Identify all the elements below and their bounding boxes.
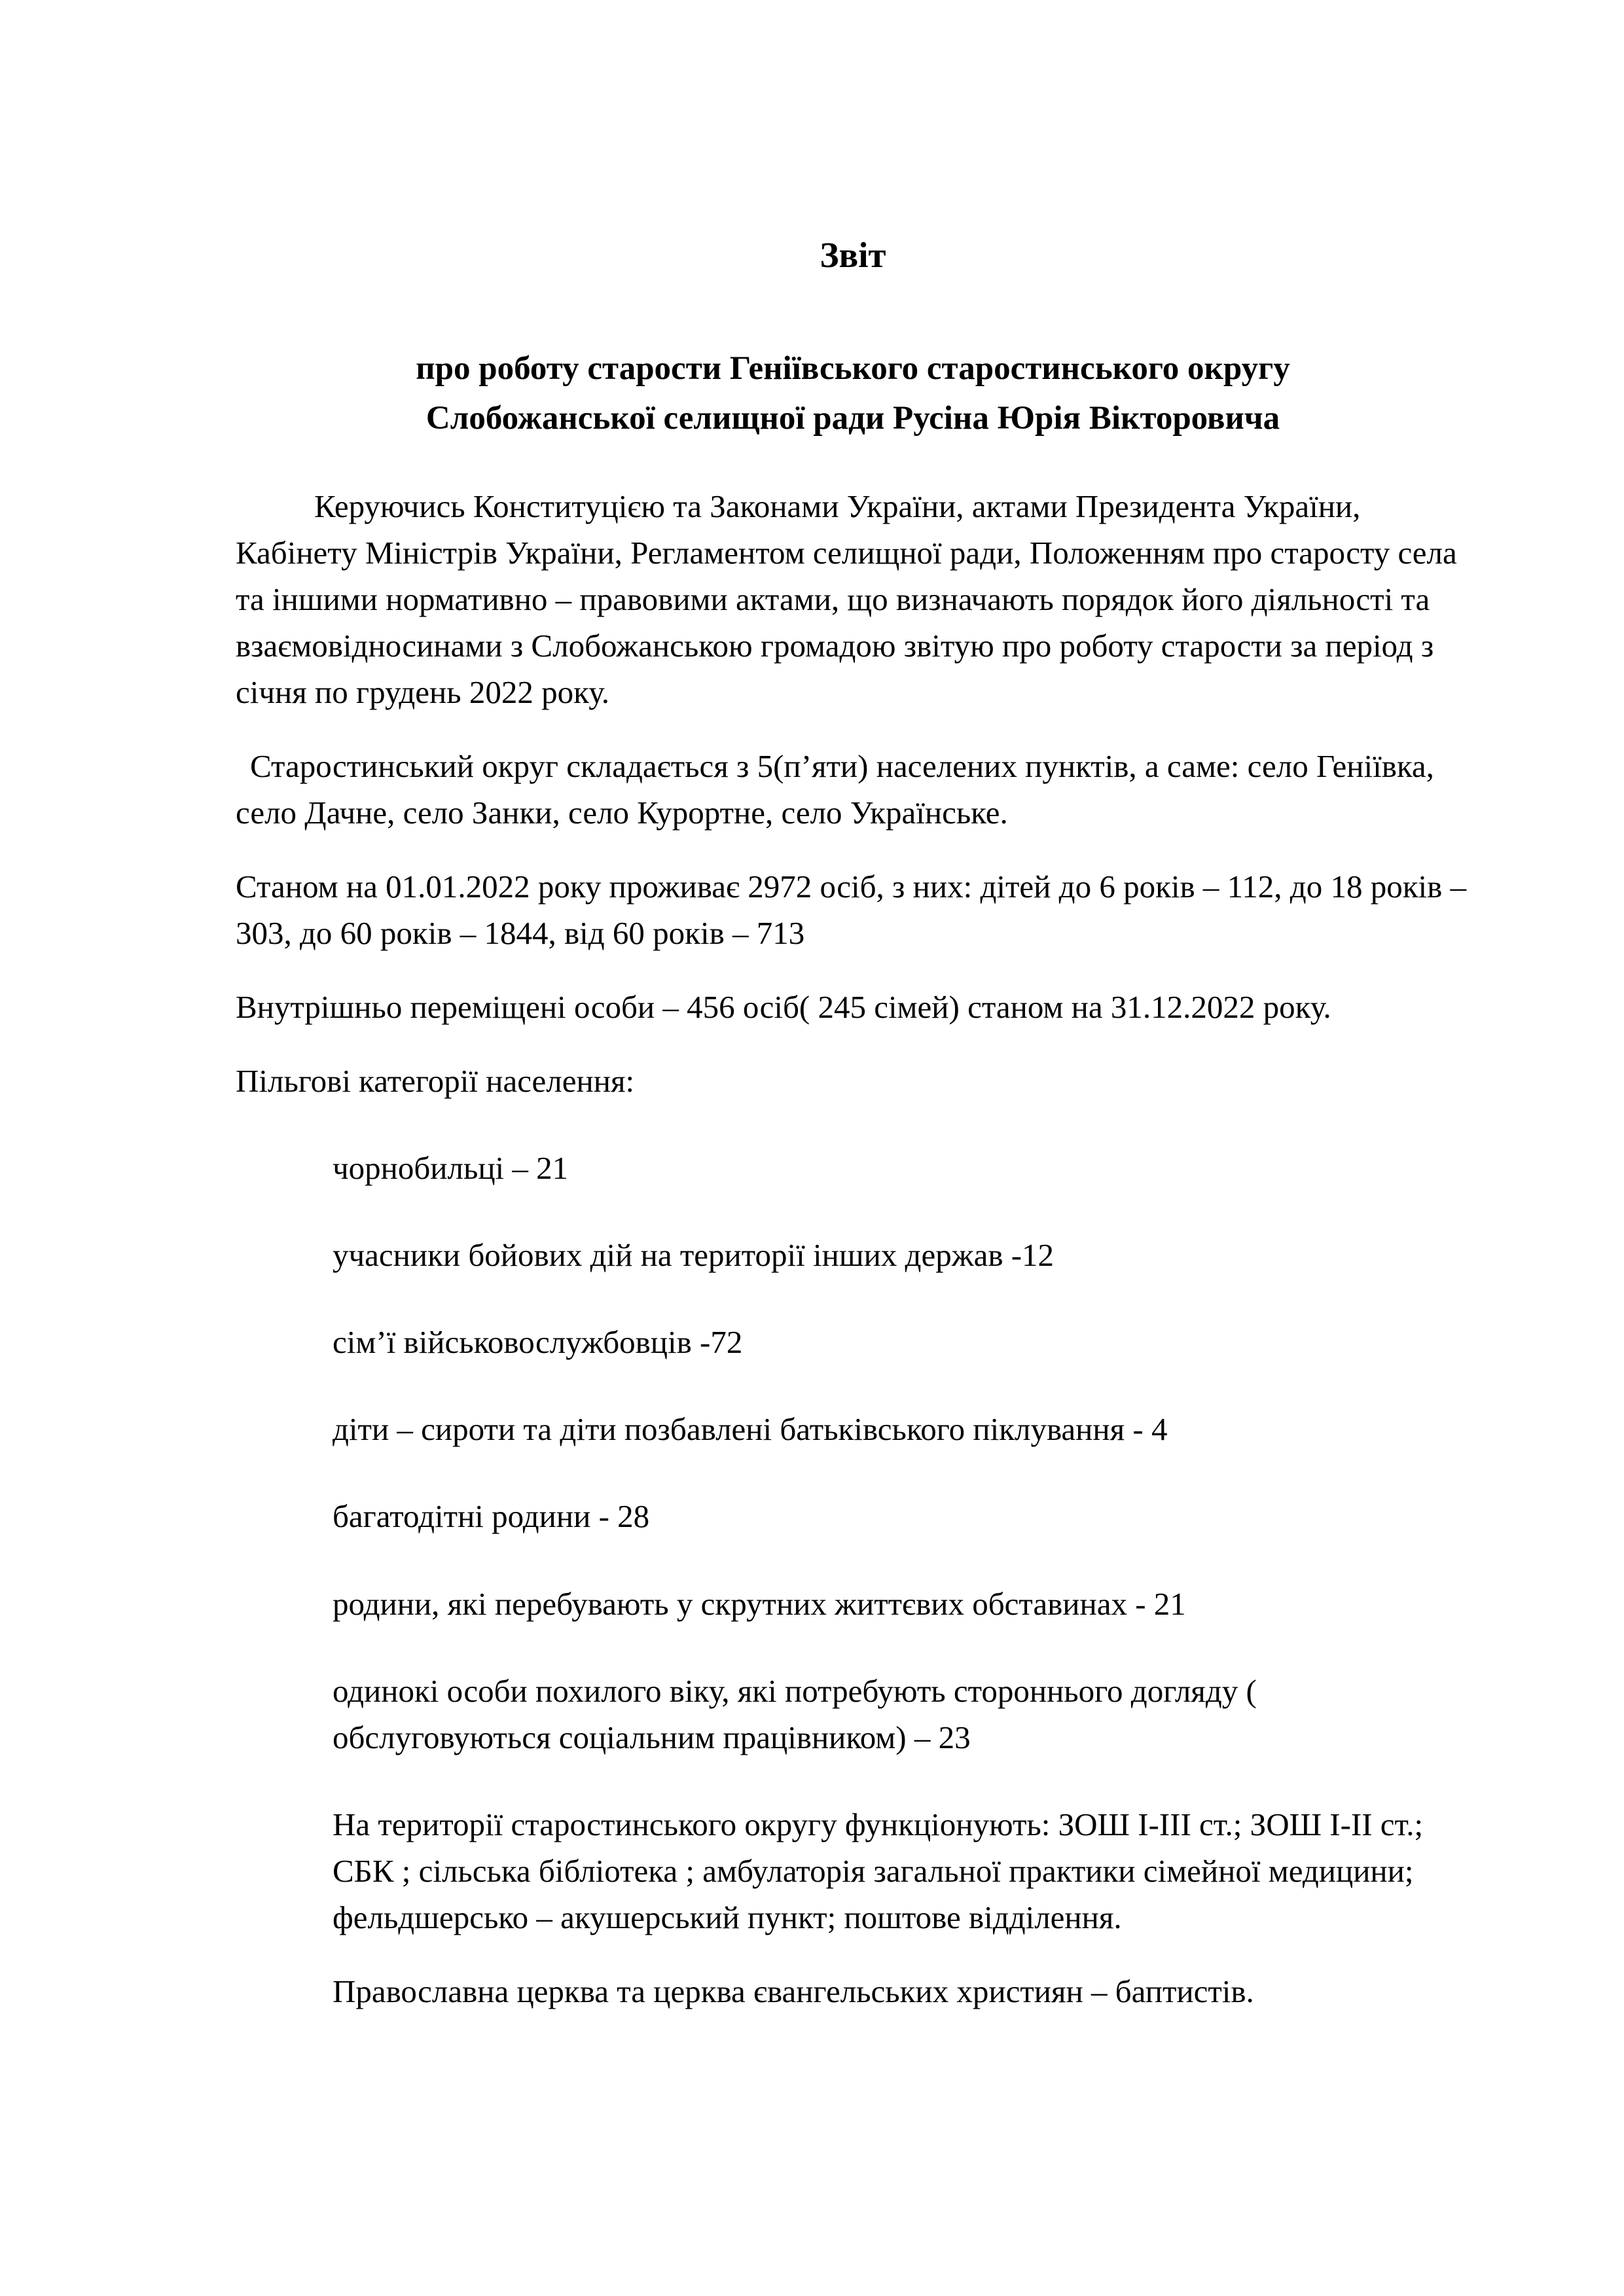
document-subtitle-line-2: Слобожанської селищної ради Русіна Юрія Вікторовича [425, 400, 1280, 437]
benefit-item-combatants: учасники бойових дій на території інших держав -12 [333, 1237, 1055, 1274]
benefit-item-military-families: сім’ї військовослужбовців -72 [333, 1324, 743, 1361]
paragraph-churches: Православна церква та церква євангельських християн – баптистів. [333, 1973, 1254, 2009]
paragraph-benefits-header: Пільгові категорії населення: [236, 1063, 635, 1100]
paragraph-intro: Керуючись Конституцією та Законами України, актами Президента України, Кабінету Міністрів України, Регламентом селищної ради, Положенням про старосту села та іншими нормативно – правовими актами, що визначають порядок його діяльності та взаємовідносинами з Слобожанською громадою звітую про роботу старости за період з січня по грудень 2022 року. [236, 488, 1457, 710]
paragraph-population: Станом на 01.01.2022 року проживає 2972 осіб, з них: дітей до 6 років – 112, до 18 років – 303, до 60 років – 1844, від 60 років – 713 [236, 869, 1467, 952]
benefit-item-difficult-circumstances: родини, які перебувають у скрутних життєвих обставинах - 21 [333, 1585, 1186, 1622]
benefit-item-large-families: багатодітні родини - 28 [333, 1498, 650, 1535]
paragraph-settlements: Старостинський округ складається з 5(п’яти) населених пунктів, а саме: село Геніївка, село Дачне, село Занки, село Курортне, село Українське. [236, 747, 1434, 831]
benefit-list [236, 1145, 1470, 1760]
benefit-item-orphans: діти – сироти та діти позбавлені батьківського піклування - 4 [333, 1411, 1168, 1448]
paragraph-institutions: На території старостинського округу функціонують: ЗОШ І-ІІІ ст.; ЗОШ І-ІІ ст.; СБК ; сільська бібліотека ; амбулаторія загальної практики сімейної медицини; фельдшерсько – акушерський пункт; поштове відділення. [333, 1806, 1424, 1935]
benefit-item-elderly-care: одинокі особи похилого віку, які потребують стороннього догляду ( обслуговуються соціальним працівником) – 23 [333, 1672, 1257, 1755]
paragraph-idp: Внутрішньо переміщені особи – 456 осіб( 245 сімей) станом на 31.12.2022 року. [236, 989, 1331, 1026]
document-subtitle [236, 344, 1470, 444]
document-subtitle-line-1: про роботу старости Геніївського старостинського округу [416, 350, 1290, 387]
document-title: Звіт [820, 235, 886, 275]
benefit-item-chornobyl: чорнобильці – 21 [333, 1150, 569, 1187]
